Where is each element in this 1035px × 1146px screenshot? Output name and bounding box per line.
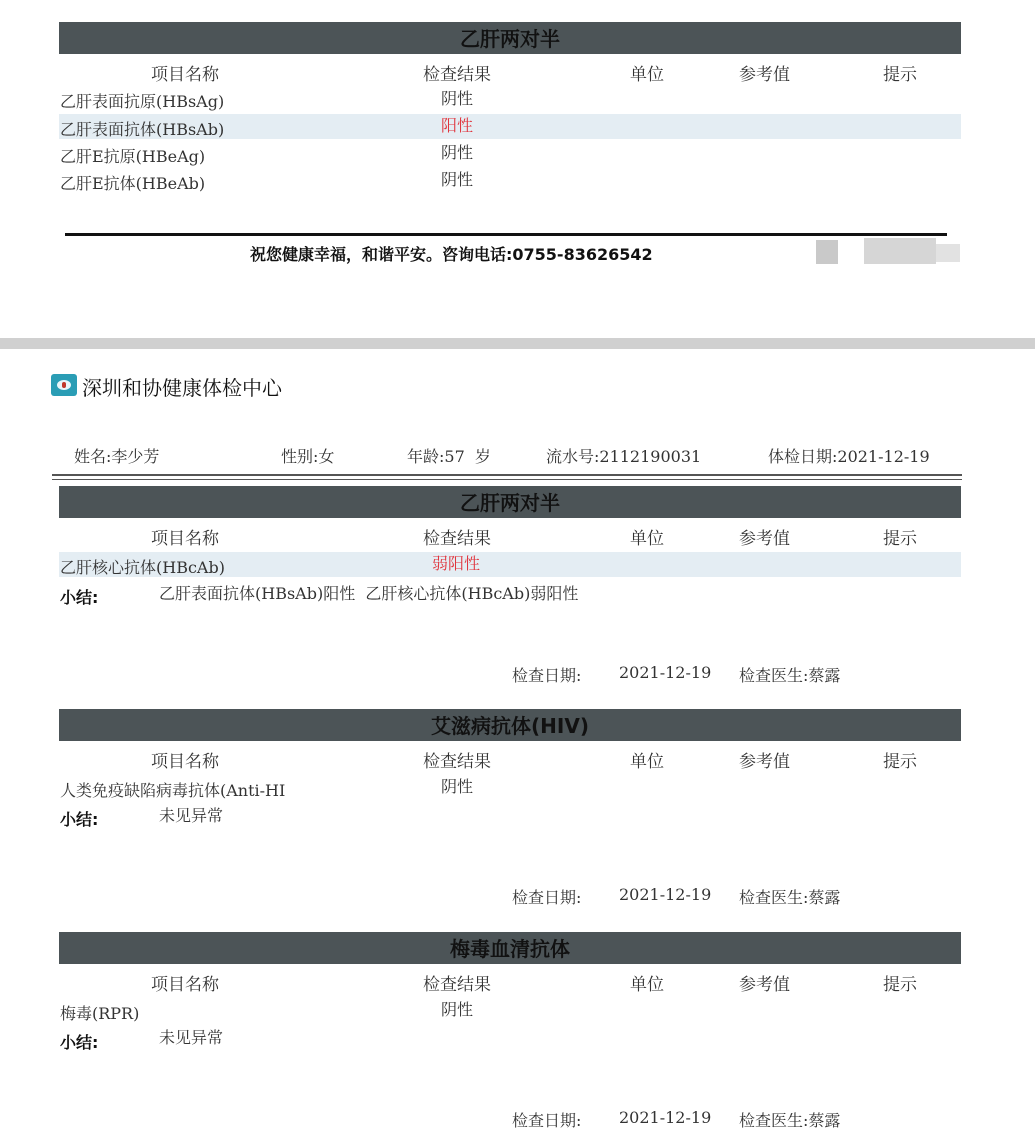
redacted-block	[864, 238, 936, 264]
col-header-item: 项目名称	[151, 752, 219, 772]
table-row-name: 乙肝表面抗原(HBsAg)	[60, 92, 225, 111]
section-title-bar	[59, 22, 961, 54]
table-row-result: 阴性	[441, 170, 474, 189]
patient-serial: 流水号:2112190031	[546, 447, 702, 466]
col-header-hint: 提示	[883, 752, 917, 772]
col-header-unit: 单位	[630, 752, 664, 772]
summary-text: 未见异常	[159, 806, 224, 825]
section-title: 乙肝两对半	[460, 27, 560, 51]
table-row-result: 阴性	[441, 1000, 474, 1019]
check-doctor: 检查医生:蔡露	[739, 888, 841, 907]
check-date: 2021-12-19	[619, 1108, 712, 1127]
section-title: 梅毒血清抗体	[450, 937, 570, 961]
col-header-item: 项目名称	[151, 65, 219, 85]
header-rule	[52, 479, 962, 480]
check-date-label: 检查日期:	[512, 1111, 582, 1130]
check-date-label: 检查日期:	[512, 888, 582, 907]
col-header-hint: 提示	[883, 65, 917, 85]
section-title: 乙肝两对半	[460, 491, 560, 515]
section-title-bar	[59, 709, 961, 741]
col-header-ref: 参考值	[739, 529, 790, 549]
table-row-name: 乙肝表面抗体(HBsAb)	[60, 120, 225, 139]
col-header-hint: 提示	[883, 529, 917, 549]
table-row-name: 乙肝E抗体(HBeAb)	[60, 174, 206, 193]
col-header-result: 检查结果	[423, 752, 491, 772]
summary-label: 小结:	[60, 810, 99, 829]
table-row-name: 人类免疫缺陷病毒抗体(Anti-HI	[60, 781, 286, 800]
col-header-result: 检查结果	[423, 529, 491, 549]
redacted-block	[936, 244, 960, 262]
col-header-ref: 参考值	[739, 65, 790, 85]
table-row-result: 阳性	[441, 116, 474, 135]
col-header-unit: 单位	[630, 529, 664, 549]
check-date-label: 检查日期:	[512, 666, 582, 685]
brand-logo-icon	[51, 374, 77, 396]
section-title: 艾滋病抗体(HIV)	[431, 714, 589, 738]
patient-age: 年龄:57 岁	[407, 447, 491, 466]
table-row-result: 弱阳性	[432, 554, 481, 573]
table-row-result: 阴性	[441, 143, 474, 162]
check-date: 2021-12-19	[619, 663, 712, 682]
check-doctor: 检查医生:蔡露	[739, 666, 841, 685]
col-header-unit: 单位	[630, 65, 664, 85]
summary-text: 乙肝表面抗体(HBsAb)阳性 乙肝核心抗体(HBcAb)弱阳性	[159, 584, 579, 603]
check-date: 2021-12-19	[619, 885, 712, 904]
col-header-hint: 提示	[883, 975, 917, 995]
page-separator	[0, 338, 1035, 349]
col-header-result: 检查结果	[423, 975, 491, 995]
col-header-item: 项目名称	[151, 975, 219, 995]
brand-name: 深圳和协健康体检中心	[82, 376, 282, 400]
patient-name: 姓名:李少芳	[74, 447, 160, 466]
exam-date: 体检日期:2021-12-19	[768, 447, 930, 466]
col-header-ref: 参考值	[739, 752, 790, 772]
patient-gender: 性别:女	[281, 447, 335, 466]
redacted-block	[816, 240, 838, 264]
col-header-item: 项目名称	[151, 529, 219, 549]
section-title-bar	[59, 932, 961, 964]
table-row-result: 阴性	[441, 89, 474, 108]
footer-rule	[65, 233, 947, 236]
table-row-name: 乙肝核心抗体(HBcAb)	[60, 558, 225, 577]
table-row-name: 梅毒(RPR)	[60, 1004, 140, 1023]
header-rule	[52, 474, 962, 476]
table-row-result: 阴性	[441, 777, 474, 796]
check-doctor: 检查医生:蔡露	[739, 1111, 841, 1130]
footer-text: 祝您健康幸福，和谐平安。咨询电话:0755-83626542	[250, 245, 653, 264]
col-header-result: 检查结果	[423, 65, 491, 85]
table-row-name: 乙肝E抗原(HBeAg)	[60, 147, 206, 166]
col-header-ref: 参考值	[739, 975, 790, 995]
section-title-bar	[59, 486, 961, 518]
col-header-unit: 单位	[630, 975, 664, 995]
summary-label: 小结:	[60, 588, 99, 607]
summary-text: 未见异常	[159, 1028, 224, 1047]
summary-label: 小结:	[60, 1033, 99, 1052]
